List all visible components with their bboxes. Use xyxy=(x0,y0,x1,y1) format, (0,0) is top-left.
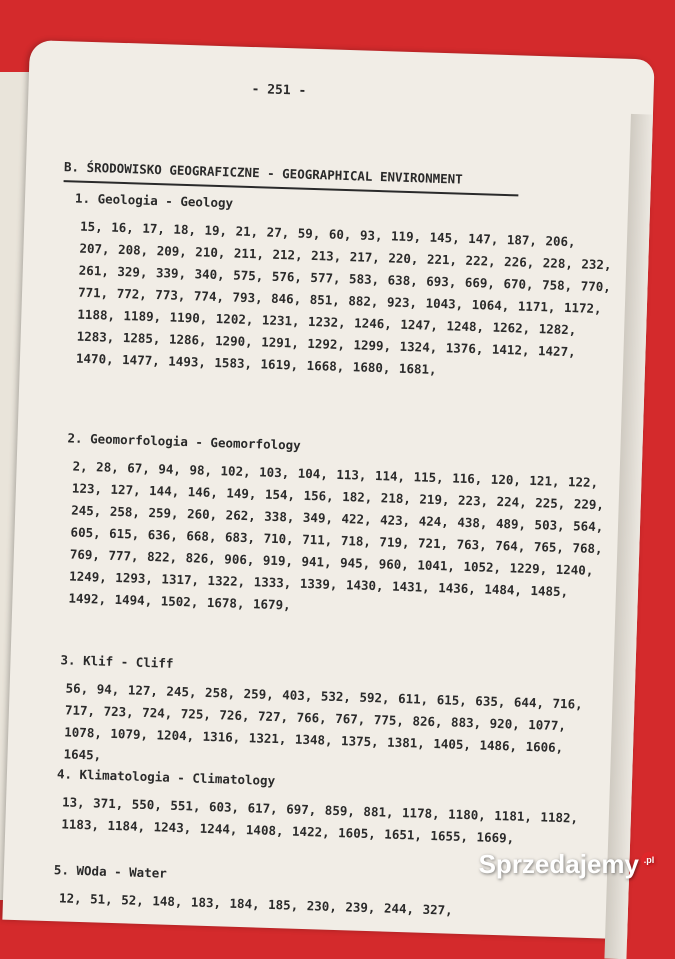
topic-title: 1. Geologia - Geology xyxy=(74,190,234,211)
watermark-logo xyxy=(479,849,657,880)
topic-numbers: 56, 94, 127, 245, 258, 259, 403, 532, 592, 611, 615, 635, 644, 716, 717, 723, 724, 725, 726, 727, 766, 767, 775, 826, 883, 920, 1077, 1078, 1079, 1204, 1316, 1321, 1348, 1375, 1381, 1405, 1486, 1606, 1645, xyxy=(63,680,583,763)
topic-numbers: 2, 28, 67, 94, 98, 102, 103, 104, 113, 114, 115, 116, 120, 121, 122, 123, 127, 144, 146, 149, 154, 156, 182, 218, 219, 223, 224, 225, 229, 245, 258, 259, 260, 262, 338, 349, 422, 423, 424, 438, 489, 503, 564, 605, 615, 636, 668, 683, 710, 711, 718, 719, 721, 763, 764, 765, 768, 769, 777, 822, 826, 906, 919, 941, 945, 960, 1041, 1052, 1229, 1240, 1249, 1293, 1317, 1322, 1333, 1339, 1430, 1431, 1436, 1484, 1485, 1492, 1494, 1502, 1678, 1679, xyxy=(68,458,605,613)
topic-title: 3. Klif - Cliff xyxy=(60,652,174,671)
watermark-badge: .pl xyxy=(641,852,657,868)
watermark-text: Sprzedajemy xyxy=(478,849,639,879)
section-heading: B. ŚRODOWISKO GEOGRAFICZNE - GEOGRAPHICAL ENVIRONMENT xyxy=(64,156,520,196)
topic-numbers: 13, 371, 550, 551, 603, 617, 697, 859, 881, 1178, 1180, 1181, 1182, 1183, 1184, 1243, 1244, 1408, 1422, 1605, 1651, 1655, 1669, xyxy=(61,794,579,846)
page-number: - 251 - xyxy=(251,81,307,99)
topic-geology xyxy=(70,187,615,386)
topic-title: 5. WOda - Water xyxy=(53,862,168,881)
topic-geomorphology xyxy=(62,427,607,626)
topic-numbers: 12, 51, 52, 148, 183, 184, 185, 230, 239, 244, 327, xyxy=(58,890,453,918)
topic-numbers: 15, 16, 17, 18, 19, 21, 27, 59, 60, 93, 119, 145, 147, 187, 206, 207, 208, 209, 210, 211, 212, 213, 217, 220, 221, 222, 226, 228, 232, 261, 329, 339, 340, 575, 576, 577, 583, 638, 693, 669, 670, 758, 770, 771, 772, 773, 774, 793, 846, 851, 882, 923, 1043, 1064, 1171, 1172, 1188, 1189, 1190, 1202, 1231, 1232, 1246, 1247, 1248, 1262, 1282, 1283, 1285, 1286, 1290, 1291, 1292, 1299, 1324, 1376, 1412, 1427, 1470, 1477, 1493, 1583, 1619, 1668, 1680, 1681, xyxy=(75,218,612,377)
topic-title: 4. Klimatologia - Climatology xyxy=(56,766,276,789)
topic-cliff xyxy=(57,649,600,782)
topic-title: 2. Geomorfologia - Geomorfology xyxy=(67,430,301,453)
book-page xyxy=(2,40,654,939)
